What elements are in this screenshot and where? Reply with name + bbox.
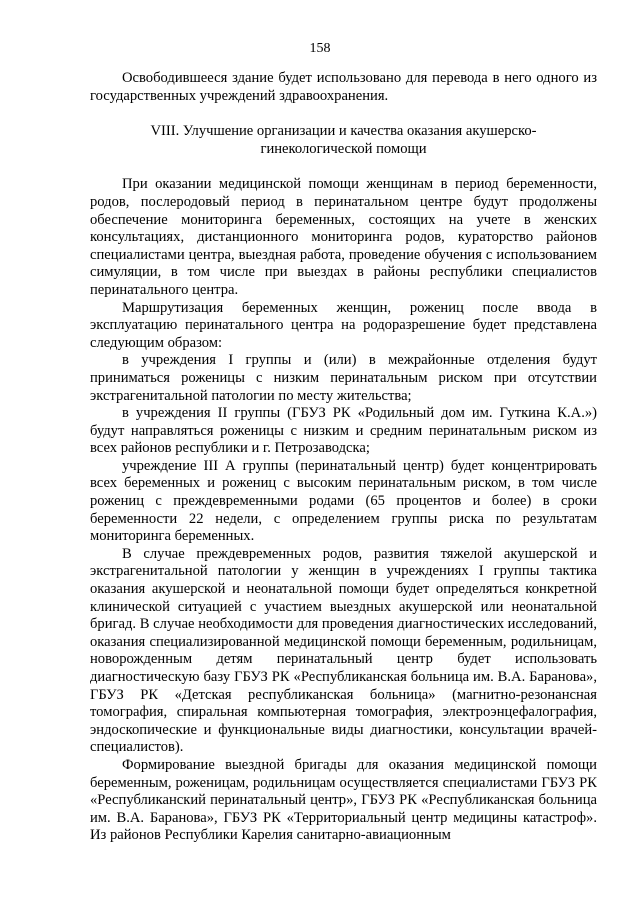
page-number: 158 [309,41,331,56]
paragraph-list-item: учреждение III А группы (перинатальный центр) будет концентрировать всех беременных и рожениц с высоким перинатальным риском, в том числе рожениц с преждевременными родами (65 процентов и более) в сроки беременности 22 недели, с определением группы риска по результатам мониторинга беременных. [90,457,597,545]
paragraph-list-item: в учреждения II группы (ГБУЗ РК «Родильный дом им. Гуткина К.А.») будут направляться роженицы с низким и средним перинатальным риском из всех районов республики и г. Петрозаводска; [90,405,597,457]
paragraph-list-item: в учреждения I группы и (или) в межрайонные отделения будут приниматься роженицы с низким перинатальным риском при отсутствии экстрагенитальной патологии по месту жительства; [90,352,597,404]
document-body [90,70,597,845]
section-heading: VIII. Улучшение организации и качества оказания акушерско-гинекологической помощи [150,123,537,157]
paragraph: Маршрутизация беременных женщин, рожениц после ввода в эксплуатацию перинатального центра на родоразрешение будет представлена следующим образом: [90,299,597,351]
paragraph: В случае преждевременных родов, развития тяжелой акушерской и экстрагенитальной патологии у женщин в учреждениях I группы тактика оказания акушерской и неонатальной помощи будет определяться конкретной клинической ситуацией с участием выездных акушерской или неонатальной бригад. В случае необходимости для проведения диагностических исследований, оказания специализированной медицинской помощи беременным, родильницам, новорожденным детям перинатальный центр будет использовать диагностическую базу ГБУЗ РК «Республиканская больница им. В.А. Баранова», ГБУЗ РК «Детская республиканская больница» (магнитно-резонансная томография, спиральная компьютерная томография, электроэнцефалография, эндоскопические и функциональные виды диагностики, консультации врачей-специалистов). [90,545,597,756]
paragraph: Формирование выездной бригады для оказания медицинской помощи беременным, роженицам, родильницам осуществляется специалистами ГБУЗ РК «Республиканский перинатальный центр», ГБУЗ РК «Республиканская больница им. В.А. Баранова», ГБУЗ РК «Территориальный центр медицины катастроф». Из районов Республики Карелия санитарно-авиационным [90,756,597,844]
paragraph: При оказании медицинской помощи женщинам в период беременности, родов, послеродовый период в перинатальном центре будут продолжены обеспечение мониторинга беременных, состоящих на учете в женских консультациях, дистанционного мониторинга родов, кураторство районов специалистами центра, выездная работа, проведение обучения с использованием симуляции, в том числе при выездах в районы республики специалистов перинатального центра. [90,176,597,298]
paragraph-intro: Освободившееся здание будет использовано для перевода в него одного из государственных учреждений здравоохранения. [90,70,597,104]
